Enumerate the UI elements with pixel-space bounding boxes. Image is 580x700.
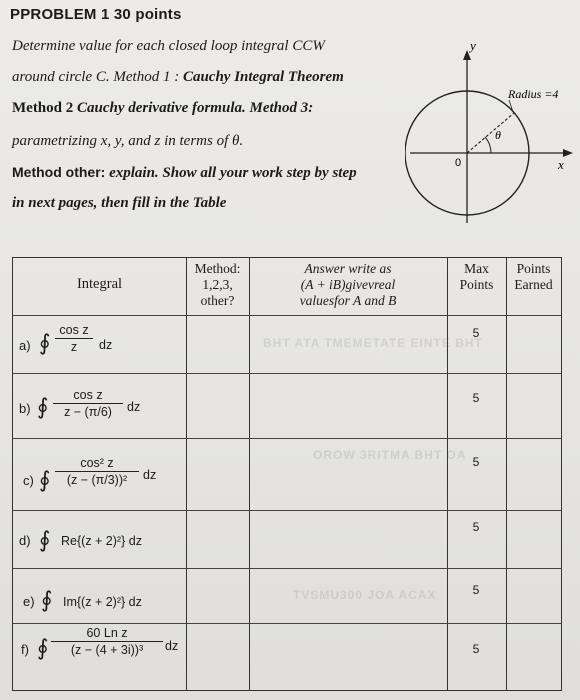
row-a-label: a)	[19, 338, 31, 353]
instruction-line-3	[12, 100, 313, 117]
origin-label: 0	[455, 157, 462, 169]
contour-integral-symbol: ∮	[37, 636, 49, 661]
header-max-points	[447, 261, 506, 293]
header-integral: Integral	[76, 276, 123, 292]
angle-label: θ	[495, 128, 501, 142]
col-divider	[186, 258, 187, 690]
row-f-numerator: 60 Ln z	[51, 626, 163, 642]
row-e-label: e)	[23, 594, 35, 609]
instruction-line-2	[12, 69, 344, 86]
row-a-dz: dz	[99, 338, 113, 352]
row-divider	[13, 373, 561, 374]
row-f-label: f)	[21, 642, 29, 657]
row-divider	[13, 510, 561, 511]
header-method	[186, 261, 249, 309]
header-method-line-3: other?	[200, 293, 235, 308]
row-c-dz: dz	[143, 468, 157, 482]
row-f-denominator: (z − (4 + 3i))³	[70, 643, 144, 657]
row-b-denominator: z − (π/6)	[64, 405, 112, 419]
row-d-max-points: 5	[472, 520, 480, 534]
row-divider	[13, 623, 561, 624]
header-answer	[249, 261, 447, 309]
contour-integral-symbol: ∮	[41, 588, 53, 613]
row-b-fraction	[53, 388, 123, 419]
header-earned-line-2: Earned	[514, 277, 553, 292]
row-f-dz: dz	[165, 639, 179, 653]
row-a-fraction	[55, 323, 93, 354]
row-c-denominator: (z − (π/3))²	[66, 473, 128, 487]
row-f-fraction	[51, 626, 163, 657]
header-answer-line-3: valuesfor A and B	[299, 293, 397, 308]
row-e-max-points: 5	[472, 583, 480, 597]
row-f-max-points: 5	[472, 642, 480, 656]
instruction-line-4: parametrizing x, y, and z in terms of θ.	[12, 133, 244, 149]
problem-title: PPROBLEM 1 30 points	[10, 6, 182, 23]
instruction-line-2-a: around circle C. Method 1 :	[12, 69, 180, 85]
header-answer-line-1: Answer write as	[304, 261, 392, 276]
contour-integral-symbol: ∮	[39, 331, 51, 356]
bleed-through-text: TVSMU300 JOA ACAX	[293, 588, 437, 602]
instruction-line-1: Determine value for each closed loop integral CCW	[12, 38, 325, 54]
row-d-expression: Re{(z + 2)²} dz	[61, 534, 142, 548]
instruction-line-5	[12, 164, 357, 182]
row-e-expression: Im{(z + 2)²} dz	[63, 595, 142, 609]
col-divider	[249, 258, 250, 690]
instruction-line-5-a: Method other:	[12, 164, 106, 180]
radius-label: Radius =4	[508, 87, 559, 101]
instruction-line-3-a: Method 2	[12, 100, 74, 116]
header-points-earned	[506, 261, 561, 293]
circle-diagram	[405, 38, 580, 238]
instruction-line-5-b: explain. Show all your work step by step	[109, 165, 357, 181]
row-divider	[13, 315, 561, 316]
header-max-line-1: Max	[464, 261, 489, 276]
row-c-label: c)	[23, 473, 34, 488]
instruction-line-6: in next pages, then fill in the Table	[12, 195, 227, 211]
row-b-max-points: 5	[472, 391, 480, 405]
row-a-denominator: z	[70, 340, 78, 354]
row-c-max-points: 5	[472, 455, 480, 469]
col-divider	[506, 258, 507, 690]
instruction-line-2-b: Cauchy Integral Theorem	[182, 69, 344, 85]
row-divider	[13, 568, 561, 569]
contour-integral-symbol: ∮	[39, 528, 51, 553]
contour-integral-symbol: ∮	[39, 468, 51, 493]
row-divider	[13, 438, 561, 439]
x-axis-label: x	[558, 157, 564, 172]
row-a-numerator: cos z	[55, 323, 93, 339]
header-method-line-1: Method:	[194, 261, 241, 276]
row-b-dz: dz	[127, 400, 141, 414]
row-b-numerator: cos z	[53, 388, 123, 404]
row-d-label: d)	[19, 533, 31, 548]
instruction-line-3-b: Cauchy derivative formula. Method 3:	[77, 100, 314, 116]
circle-diagram-svg	[405, 38, 580, 238]
col-divider	[447, 258, 448, 690]
row-c-fraction	[55, 456, 139, 487]
contour-integral-symbol: ∮	[37, 395, 49, 420]
header-max-line-2: Points	[459, 277, 494, 292]
header-method-line-2: 1,2,3,	[202, 277, 233, 292]
results-table	[12, 257, 562, 691]
row-b-label: b)	[19, 401, 31, 416]
row-a-max-points: 5	[472, 326, 480, 340]
bleed-through-text: BHT ATA TMEMETATE EINTE BHT	[263, 336, 483, 350]
y-axis-label: y	[470, 38, 476, 53]
header-answer-line-2: (A + iB)givevreal	[300, 277, 396, 292]
header-earned-line-1: Points	[516, 261, 551, 276]
bleed-through-text: OROW 3RITMA BHT OA	[313, 448, 467, 462]
row-c-numerator: cos² z	[55, 456, 139, 472]
